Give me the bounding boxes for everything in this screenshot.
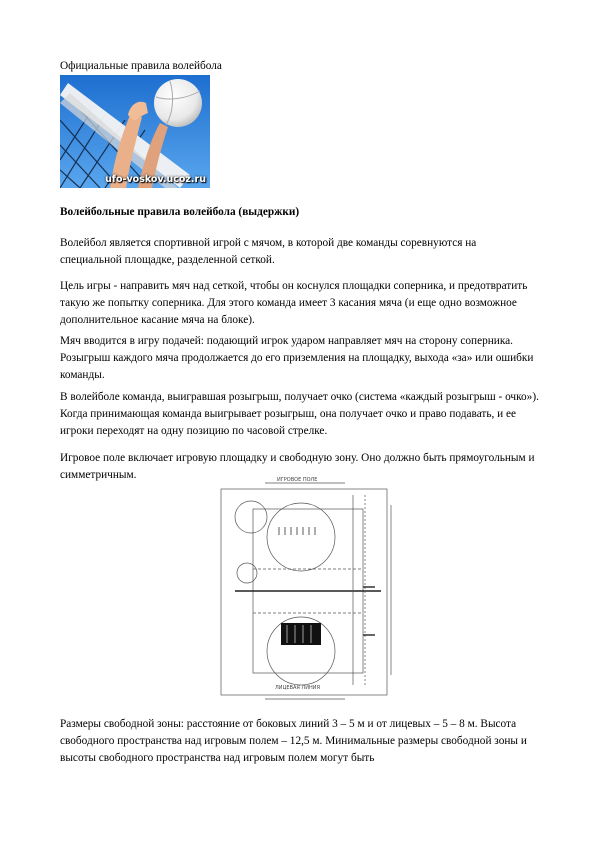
court-diagram [215,475,397,705]
paragraph-3: Мяч вводится в игру подачей: подающий игрок ударом направляет мяч на сторону соперника. Розыгрыш каждого мяча продолжается до его приземления на площадку, выхода «за» или ошибки команды. [60,335,534,381]
paragraph-2: Цель игры - направить мяч над сеткой, чтобы он коснулся площадки соперника, и предотвратить такую же попытку соперника. Для этого команда имеет 3 касания мяча (и еще одно возможное дополнительное касание мяча на блоке). [60,280,528,326]
paragraph-1: Волейбол является спортивной игрой с мячом, в которой две команды соревнуются на специальной площадке, разделенной сеткой. [60,237,477,266]
paragraph-6: Размеры свободной зоны: расстояние от боковых линий 3 – 5 м и от лицевых – 5 – 8 м. Высота свободного пространства над игровым полем – 12,5 м. Минимальные размеры свободной зоны и высоты свободного пространства над игровым полем могут быть [60,718,527,764]
volleyball-photo [60,75,210,188]
diagram-top-label: ИГРОВОЕ ПОЛЕ [277,477,318,483]
court-diagram-icon [215,475,397,705]
paragraph-4: В волейболе команда, выигравшая розыгрыш, получает очко (система «каждый розыгрыш - очко»). Когда принимающая команда выигрывает розыгрыш, она получает очко и право подавать, и ее игроки переходят на одну позицию по часовой стрелке. [60,391,539,437]
paragraph-5: Игровое поле включает игровую площадку и свободную зону. Оно должно быть прямоугольным и симметричным. [60,452,535,481]
document-title: Официальные правила волейбола [60,60,222,72]
diagram-bottom-label: ЛИЦЕВАЯ ЛИНИЯ [275,685,320,691]
section-heading: Волейбольные правила волейбола (выдержки) [60,206,300,218]
volleyball-photo-icon [60,75,210,188]
photo-watermark: ufo-voskov.ucoz.ru [105,174,206,185]
